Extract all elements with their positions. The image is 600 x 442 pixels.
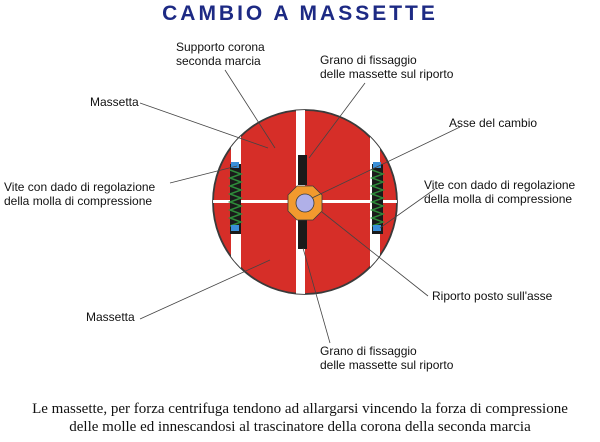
label-supporto-corona: Supporto corona seconda marcia: [176, 40, 265, 68]
label-grano-top: Grano di fissaggio delle massette sul riporto: [320, 53, 454, 81]
leader-massetta-bottom: [140, 260, 270, 319]
diagram-title: CAMBIO A MASSETTE: [162, 2, 438, 25]
asse-cambio: [296, 194, 314, 212]
label-asse-cambio: Asse del cambio: [449, 116, 538, 130]
caption: Le massette, per forza centrifuga tendono ad allargarsi vincendo la forza di compressione delle molle ed innescandosi al trascinatore della corona della seconda marcia: [32, 401, 568, 435]
label-massetta-bottom: Massetta: [86, 310, 135, 324]
label-riporto: Riporto posto sull'asse: [432, 289, 553, 303]
grano-top: [298, 155, 307, 185]
label-grano-bottom: Grano di fissaggio delle massette sul riporto: [320, 344, 454, 372]
spring-right: [372, 162, 383, 234]
spring-left: [230, 162, 241, 234]
nut-left-bottom: [231, 225, 239, 231]
label-vite-right: Vite con dado di regolazione della molla di compressione: [424, 178, 576, 206]
label-vite-left: Vite con dado di regolazione della molla di compressione: [4, 180, 156, 208]
label-massetta-top: Massetta: [90, 95, 139, 109]
grano-bottom: [298, 219, 307, 249]
nut-right-bottom: [373, 225, 381, 231]
leader-massetta-top: [140, 103, 268, 148]
disc-group: [200, 100, 410, 305]
